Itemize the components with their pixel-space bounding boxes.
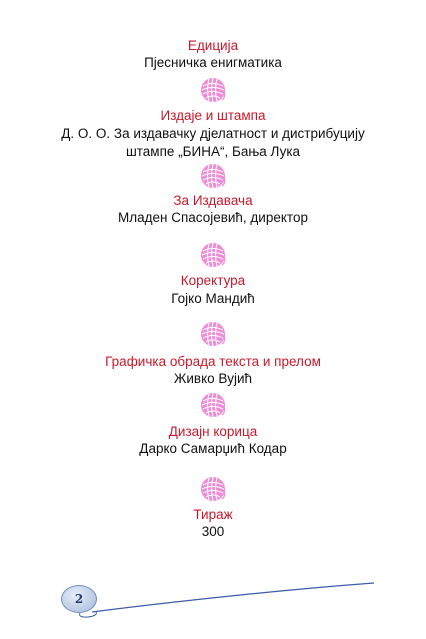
text-edition: Пјесничка енигматика [144,55,282,70]
heading-edition: Едиција [187,38,239,53]
page-number-badge: 2 [61,585,97,613]
heading-cover-design: Дизајн корица [168,424,258,439]
heading-print-run: Тираж [193,507,233,522]
text-proofreading: Гојко Мандић [171,291,255,306]
text-cover-design: Дарко Самарџић Кодар [139,441,287,456]
yarn-ball-icon [200,163,226,189]
text-layout: Живко Вујић [173,371,253,386]
yarn-ball-icon [200,476,226,502]
heading-layout: Графичка обрада текста и прелом [105,354,321,369]
heading-proofreading: Коректура [180,273,246,288]
yarn-ball-icon [200,242,226,268]
yarn-ball-icon [200,321,226,347]
text-publisher-line2: штампе „БИНА“, Бања Лука [125,144,301,159]
text-publisher-line1: Д. О. О. За издавачку дјелатност и дистрибуцију [61,126,365,141]
text-print-run: 300 [201,524,225,539]
heading-for-publisher: За Издавача [173,193,253,208]
text-for-publisher: Младен Спасојевић, директор [118,210,308,225]
yarn-ball-icon [200,392,226,418]
yarn-ball-icon [200,77,226,103]
heading-publisher: Издаје и штампа [160,108,266,123]
